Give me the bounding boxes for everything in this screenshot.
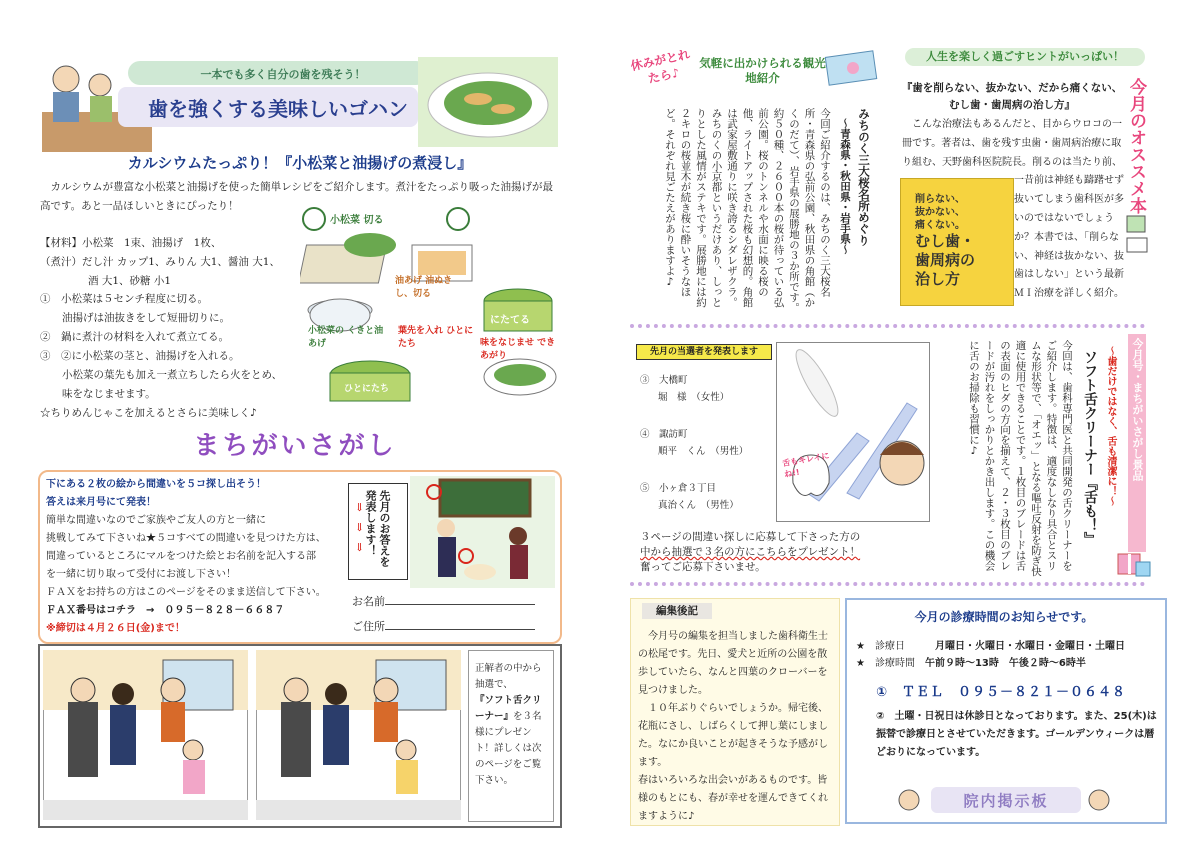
banner-tagline: 一本でも多く自分の歯を残そう！ xyxy=(200,68,366,81)
ingredient-line: （煮汁）だし汁 カップ1、みりん 大1、醤油 大1、 xyxy=(40,256,280,268)
editor-title: 編集後記 xyxy=(642,603,712,619)
board-banner xyxy=(895,782,1115,816)
spot-line: ＦＡＸをお持ちの方はこのページをそのまま送信して下さい。 xyxy=(46,587,326,598)
editor-body xyxy=(638,628,834,826)
cover-line: 削らない、 xyxy=(915,194,965,205)
ingredient-line: 【材料】小松菜 1束、油揚げ 1枚、 xyxy=(40,237,222,249)
step-line: ① 小松菜は５センチ程度に切る。 xyxy=(40,293,208,305)
down-arrows-icon: ⇓ ⇓ ⇓ xyxy=(355,501,365,554)
deadline-prefix: ※締切は４月２６日 xyxy=(46,623,136,634)
tongue-cleaner-photo xyxy=(776,342,930,522)
recipe-steps xyxy=(40,290,310,423)
book-body: こんな治療法もあるんだと、目からウロコの一冊です。著者は、歯を残す虫歯・歯周病治療に取り組む、天野歯科医院院長。削るのは当たり前、一昔前は神経も躊躇せず抜いてしまう歯科医が多いのではないでしょうか？本書では、「削らない、神経は抜かない、抜歯はしない」という最新ＭＩ治療を詳しく紹介。 xyxy=(902,119,1124,300)
winner-entry: ③ 大橋町 堀 様 （女性） xyxy=(640,375,730,403)
entry-form xyxy=(352,592,552,636)
spot-heading: まちがいさがし xyxy=(193,431,397,461)
prize-note-box xyxy=(468,650,554,822)
clinic-days: ★ 診療日 月曜日・火曜日・水曜日・金曜日・土曜日 xyxy=(856,641,1125,652)
illus-label: ひとにたち xyxy=(344,384,390,394)
divider xyxy=(630,324,1145,328)
recipe-intro: カルシウムが豊富な小松菜と油揚げを使った簡単レシピをご紹介します。煮汁をたっぷり吸った油揚げが最高です。あと一品ほしいときにぴったり！ xyxy=(40,181,554,212)
spot-line: を一緒に切り取って受付にお渡し下さい！ xyxy=(46,569,236,580)
cleaner-subtitle: ～歯だけではなく、舌も清潔に！～ xyxy=(1105,346,1116,506)
travel-badge: 休みがとれたら♪ xyxy=(629,47,692,86)
last-month-answer-image xyxy=(410,476,555,588)
cover-line: 歯周病の xyxy=(915,251,976,269)
spot-picture-left xyxy=(43,650,248,820)
banner-title: 歯を強くする美味しいゴハン xyxy=(148,97,408,121)
spot-line: 簡単な間違いなのでご家族やご友人の方と一緒に xyxy=(46,515,266,526)
deadline-day: (金) xyxy=(135,623,155,634)
address-field[interactable] xyxy=(352,617,552,636)
cover-line: 抜かない、 xyxy=(915,207,965,218)
spot-instructions xyxy=(46,476,346,638)
illus-label: 小松菜の くきと油あげ xyxy=(308,326,384,349)
recipe-steps-illustration xyxy=(300,205,558,405)
book-section-title: 今月のオススメ本 xyxy=(1126,78,1146,214)
clinic-time: ★ 診療時間 午前９時～13時 午後２時～6時半 xyxy=(856,658,1086,669)
winner-list xyxy=(640,372,775,514)
deadline-suffix: まで！ xyxy=(154,623,185,634)
cover-line: むし歯・ xyxy=(915,232,976,250)
book-title: 『歯を削らない、抜かない、だから痛くない、むし歯・歯周病の治し方』 xyxy=(901,82,1123,111)
recipe-title: カルシウムたっぷり！『小松菜と油揚げの煮浸し』 xyxy=(127,154,473,172)
bubble-text: 舌もキレイにね!! xyxy=(781,451,831,480)
spot-line: 答えは来月号にて発表！ xyxy=(46,497,156,508)
name-field[interactable] xyxy=(352,592,552,611)
step-line: ☆ちりめんじゃこを加えるとさらに美味しく♪ xyxy=(40,407,257,419)
travel-title: 気軽に出かけられる観光地紹介 xyxy=(699,56,826,85)
step-line: 油揚げは油抜きをして短冊切りに。 xyxy=(62,312,230,324)
recipe-banner xyxy=(38,57,558,152)
travel-subheading: ～青森県・秋田県・岩手県～ xyxy=(839,118,851,255)
divider xyxy=(630,582,1145,586)
winner-title: 先月の当選者を発表します xyxy=(636,344,772,360)
cover-line: 治し方 xyxy=(915,270,961,288)
hours-title: 今月の診療時間のお知らせです。 xyxy=(914,610,1094,624)
illus-label: 油あげ 油ぬきし、切る xyxy=(395,276,453,299)
spot-line: 間違っているところにマルをつけた絵とお名前を記入する部 xyxy=(46,551,316,562)
sign-icon xyxy=(823,48,881,88)
prize-text: 正解者の中から抽選で、 xyxy=(475,663,542,690)
book-icon xyxy=(1124,212,1150,258)
fax-number: ＦＡＸ番号はコチラ → ０９５－８２８－６６８７ xyxy=(46,605,285,616)
editor-paragraph: １０年ぶりぐらいでしょうか。帰宅後、花瓶にさし、しばらくして押し葉にしました。なにか良いことが起きそうな予感がします。 xyxy=(638,703,828,768)
editor-paragraph: 春はいろいろな出会いがあるものです。皆様のもとにも、春が幸せを運んできてくれますように♪ xyxy=(638,775,828,822)
editor-paragraph: 今月号の編集を担当しました歯科衛生士の松尾です。先日、愛犬と近所の公園を散歩していたら、なんと四葉のクローバーを見つけました。 xyxy=(638,631,828,696)
step-line: ③ ②に小松菜の茎と、油揚げを入れる。 xyxy=(40,350,240,362)
travel-heading: みちのく三大桜名所めぐり xyxy=(857,108,871,246)
spot-line: 下にある２枚の絵から間違いを５コ探し出そう！ xyxy=(46,479,266,490)
cover-line: 痛くない。 xyxy=(915,220,965,231)
cleaner-title: ソフト舌クリーナー『舌も！』 xyxy=(1082,350,1098,546)
clinic-tel: ① ＴＥＬ ０９５－８２１－０６４８ xyxy=(876,685,1127,700)
illus-label: 小松菜 切る xyxy=(330,215,384,226)
present-line: 奮ってご応募下さいませ。 xyxy=(640,561,766,573)
recipe-ingredients xyxy=(40,234,305,291)
illus-label: にたてる xyxy=(490,315,530,326)
prize-item: 『ソフト舌クリーナー』 xyxy=(475,695,542,722)
cleaner-badge: 今月号・まちがいさがし景品 xyxy=(1128,334,1146,552)
step-line: 味をなじませます。 xyxy=(62,388,156,400)
travel-body: 今回ご紹介するのは、みちのく三大桜名所・青森県の弘前公園、秋田県の角館（かくのだて）、岩手県の展勝地の３か所です。約５０種、２６００本の桜が待っている弘前公園。桜のトンネルや水面に映る桜の他、ライトアップされた桜も幻想的。角館は武家屋敷通りに咲き誇るシダレザクラ。みちのくの小京都というだけあり、しっとりとした風情がステキです。展勝地には約２キロの桜並木が続き桜に酔いそうなほど。それぞれ見ごたえがありますよ♪ xyxy=(664,108,831,313)
present-line: ３ページの間違い探しに応募して下さった方の xyxy=(640,531,861,543)
illus-label: 葉先を入れ ひとにたち xyxy=(398,326,474,349)
ingredient-line: 酒 大1、砂糖 小1 xyxy=(88,275,172,287)
step-line: ② 鍋に煮汁の材料を入れて煮立てる。 xyxy=(40,331,229,343)
step-line: 小松菜の葉先も加え一煮立ちしたら火をとめ、 xyxy=(62,369,283,381)
gift-icon xyxy=(1112,540,1152,580)
address-label: ご住所 xyxy=(352,620,385,633)
hours-details xyxy=(856,638,1156,672)
present-line: 中から抽選で３名の方にこちらをプレゼント！ xyxy=(640,546,861,558)
deadline xyxy=(46,620,346,638)
holiday-note: ② 土曜・日祝日は休診日となっております。また、25(木)は振替で診療日とさせていただきます。ゴールデンウィークは暦どおりになっています。 xyxy=(876,711,1157,758)
last-month-answer-box xyxy=(348,483,408,580)
prize-text2: を３名様にプレゼント！詳しくは次のページをご覧下さい。 xyxy=(475,711,542,786)
board-label: 院内掲示板 xyxy=(963,792,1049,810)
winner-entry: ⑤ 小ヶ倉３丁目 真治くん （男性） xyxy=(640,483,739,511)
winner-entry: ④ 諏訪町 順平 くん （男性） xyxy=(640,429,749,457)
illus-label: 味をなじませ できあがり xyxy=(480,338,556,361)
present-note xyxy=(640,530,940,575)
book-banner: 人生を楽しく過ごすヒントがいっぱい！ xyxy=(905,48,1145,66)
spot-line: 挑戦してみて下さいね★５コすべての間違いを見つけた方は、 xyxy=(46,533,326,544)
cleaner-body: 今回は、歯科専門医と共同開発の舌クリーナーをご紹介します。特徴は、適度なしなり具合とスリムな形状等で、「オエッ」となる嘔吐反射を防ぎ快適に使用できることです。１枚目のブレードは舌の表面のヒダの方向を揃えて、２・３枚目のブレードが汚れをしっかりとかき出します。この機会に舌のお掃除も習慣に♪ xyxy=(968,340,1073,577)
name-label: お名前 xyxy=(352,595,385,608)
spot-picture-right xyxy=(256,650,461,820)
last-month-answer-text: 先月のお答えを発表します！ xyxy=(364,490,391,567)
